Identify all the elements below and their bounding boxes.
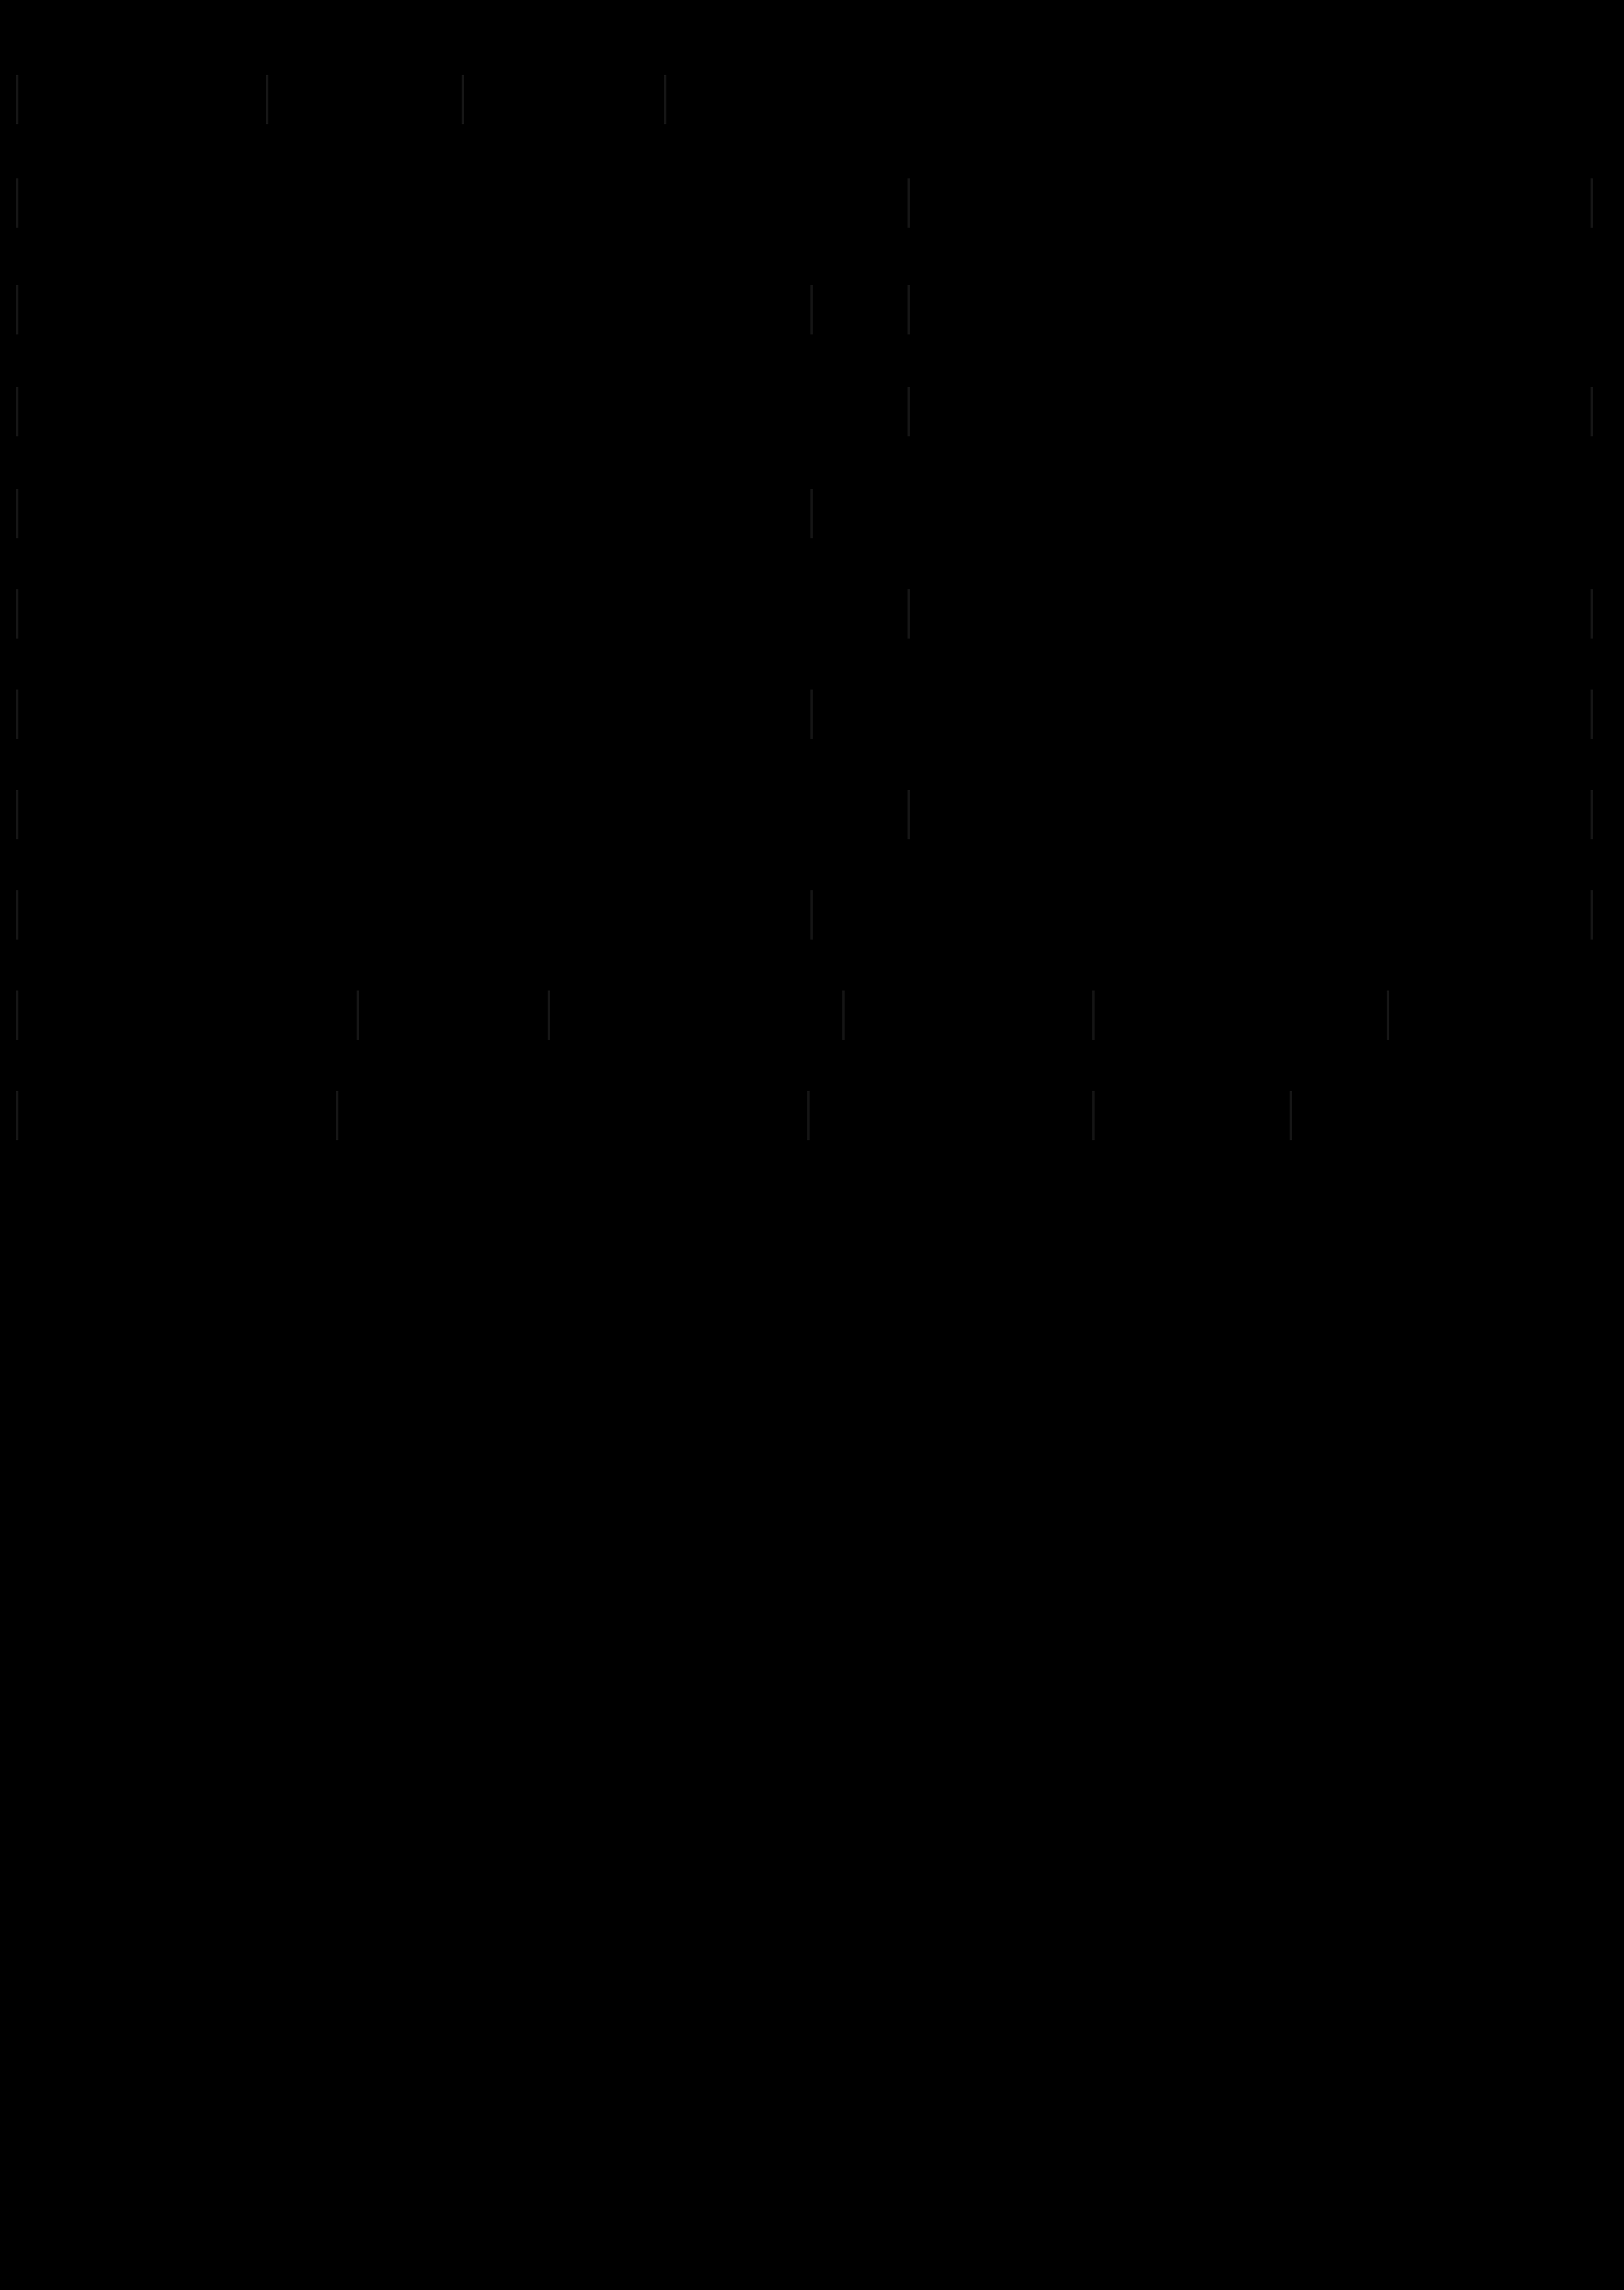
text-row [0, 690, 1624, 739]
rule-mark [908, 285, 910, 334]
rule-mark [908, 790, 910, 839]
rule-mark [16, 690, 18, 739]
text-row [0, 75, 1624, 124]
text-row [0, 589, 1624, 639]
text-row [0, 178, 1624, 228]
text-row [0, 890, 1624, 940]
rule-mark [16, 489, 18, 538]
rule-mark [807, 1091, 810, 1140]
rule-mark [548, 991, 550, 1040]
rule-mark [1591, 690, 1593, 739]
text-row [0, 790, 1624, 839]
text-row [0, 489, 1624, 538]
rule-mark [908, 589, 910, 639]
rule-mark [842, 991, 845, 1040]
rule-mark [908, 387, 910, 436]
rule-mark [16, 890, 18, 940]
rule-mark [810, 890, 813, 940]
rule-mark [16, 991, 18, 1040]
rule-mark [810, 285, 813, 334]
rule-mark [16, 178, 18, 228]
rule-mark [664, 75, 666, 124]
rule-mark [16, 285, 18, 334]
rule-mark [336, 1091, 338, 1140]
rule-mark [16, 387, 18, 436]
rule-mark [266, 75, 268, 124]
rule-mark [462, 75, 464, 124]
rule-mark [1591, 890, 1593, 940]
rule-mark [16, 589, 18, 639]
rule-mark [1092, 1091, 1095, 1140]
text-row [0, 1091, 1624, 1140]
rule-mark [1591, 387, 1593, 436]
rule-mark [16, 1091, 18, 1140]
rule-mark [1591, 178, 1593, 228]
text-row [0, 285, 1624, 334]
rule-mark [810, 489, 813, 538]
rule-mark [16, 75, 18, 124]
rule-mark [357, 991, 359, 1040]
rule-mark [1290, 1091, 1292, 1140]
rule-mark [1591, 790, 1593, 839]
rule-mark [1387, 991, 1389, 1040]
text-row [0, 991, 1624, 1040]
rule-mark [16, 790, 18, 839]
rule-mark [908, 178, 910, 228]
rule-mark [1092, 991, 1095, 1040]
text-row [0, 387, 1624, 436]
rule-mark [810, 690, 813, 739]
rule-mark [1591, 589, 1593, 639]
